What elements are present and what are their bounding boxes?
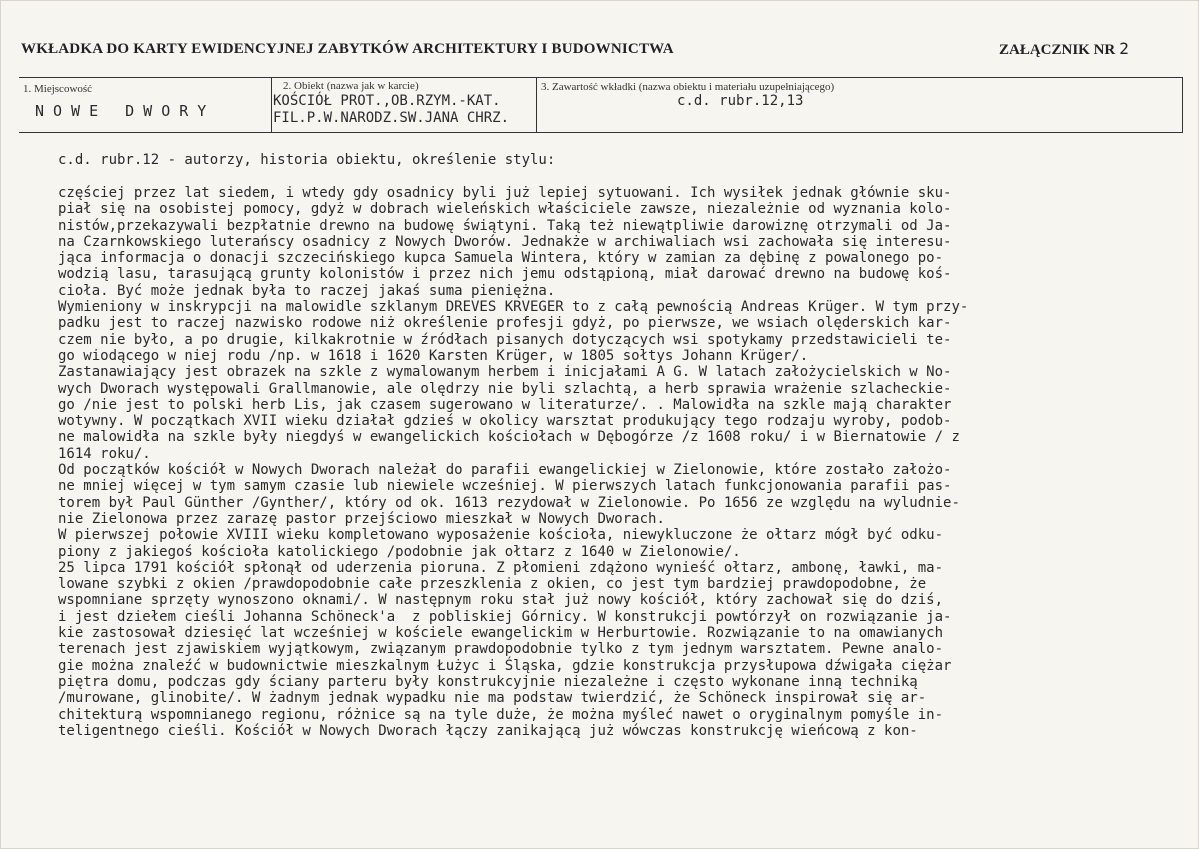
form-title: WKŁADKA DO KARTY EWIDENCYJNEJ ZABYTKÓW ARCHITEKTURY I BUDOWNICTWA [21, 41, 674, 57]
text-line: jąca informacja o donacji szczecińskiego kupca Samuela Wintera, który w zamian za dębinę z powalonego po- [58, 250, 944, 267]
section-title: c.d. rubr.12 - autorzy, historia obiektu, określenie stylu: [58, 152, 556, 168]
text-line: cioła. Być może jednak była to raczej jakaś suma pieniężna. [58, 282, 556, 299]
text-line: ne mniej więcej w tym samym czasie lub niewiele wcześniej. W pierwszych latach funkcjonowania parafii pas- [58, 478, 952, 495]
text-line: wspomniane sprzęty wynoszono oknami/. W następnym roku stał już nowy kościół, który zachował się do dziś, [58, 592, 944, 609]
text-line: wodzią lasu, tarasującą grunty kolonistów i przez nich jemu odstąpioną, miał darować drewno na budowę koś- [58, 266, 952, 283]
text-line: na Czarnkowskiego luterańscy osadnicy z Nowych Dworów. Jednakże w archiwaliach wsi zachowała się interesu- [58, 233, 952, 250]
field-box-top-border [19, 77, 1183, 78]
text-line: kie zastosował dziesięć lat wcześniej w kościele ewangelickim w Herburtowie. Rozwiązanie to na omawianych [58, 625, 944, 642]
text-line: i jest dziełem cieśli Johanna Schöneck'a z pobliskiej Górnicy. W konstrukcji powtórzył on rozwiązanie ja- [58, 608, 952, 625]
text-line: ne malowidła na szkle były niegdyś w ewangelickich kościołach w Dębogórze /z 1608 roku/ i w Biernatowie / z [58, 429, 960, 446]
text-line: wych Dworach występowali Grallmanowie, ale olędrzy nie byli szlachtą, a herb sprawia wrażenie szlacheckie- [58, 380, 952, 397]
text-line: gie można znaleźć w budownictwie mieszkalnym Łużyc i Śląska, gdzie konstrukcja przysłupowa dźwigała ciężar [58, 657, 952, 674]
text-line: częściej przez lat siedem, i wtedy gdy osadnicy byli już lepiej sytuowani. Ich wysiłek jednak głównie sku- [58, 185, 952, 201]
text-line: torem był Paul Günther /Gynther/, który od ok. 1613 rezydował w Zielonowie. Po 1656 ze względu na wyludnie- [58, 494, 960, 511]
text-line: nistów,przekazywali bezpłatnie drewno na budowę świątyni. Taką też niewątpliwie darowiznę otrzymali od Ja- [58, 217, 952, 234]
text-line: padku jest to raczej nazwisko rodowe niż określenie profesji gdyż, po pierwsze, we wsiach olęderskich kar- [58, 315, 952, 332]
text-line: go /nie jest to polski herb Lis, jak czasem sugerowano w literaturze/. . Malowidła na szkle mają charakter [58, 396, 952, 413]
text-line: lowane szybki z okien /prawdopodobnie całe przeszklenia z okien, co jest tym bardziej prawdopodobne, że [58, 576, 927, 593]
text-line: W pierwszej połowie XVIII wieku kompletowano wyposażenie kościoła, niewykluczone że ołtarz mógł być odku- [58, 527, 944, 544]
text-line: wotywny. W początkach XVII wieku działał gdzieś w okolicy warsztat produkujący tego rodzaju wyroby, podob- [58, 413, 952, 430]
field-divider-1 [271, 77, 272, 132]
attachment-number: 2 [1119, 39, 1129, 58]
field-box-right-border [1182, 77, 1183, 132]
field-divider-2 [536, 77, 537, 132]
text-line: chitekturą wspomnianego regionu, różnice są na tyle duże, że można myśleć nawet o oryginalnym pomyśle in- [58, 706, 944, 723]
text-line: terenach jest zjawiskiem wyjątkowym, związanym prawdopodobnie tylko z tym jednym warsztatem. Pewne analo- [58, 641, 944, 658]
text-line: Wymieniony w inskrypcji na malowidle szklanym DREVES KRVEGER to z całą pewnością Andreas Krüger. W tym przy- [58, 299, 969, 316]
typewritten-body [58, 185, 1158, 739]
text-line: 25 lipca 1791 kościół spłonął od uderzenia pioruna. Z płomieni zdążono wynieść ołtarz, ambonę, ławki, ma- [58, 559, 944, 576]
text-line: Od początków kościół w Nowych Dworach należał do parafii ewangelickiej w Zielonowie, które zostało założo- [58, 462, 952, 479]
content-label: 3. Zawartość wkładki (nazwa obiektu i materiału uzupełniającego) [541, 81, 835, 93]
text-line: nie Zielonowa przez zarazę pastor przejściowo mieszkał w Nowych Dworach. [58, 510, 665, 527]
text-line: go wiodącego w niej rodu /np. w 1618 i 1620 Karsten Krüger, w 1805 sołtys Johann Krüger/. [58, 347, 809, 364]
object-value-line1: KOŚCIÓŁ PROT.,OB.RZYM.-KAT. [273, 93, 501, 109]
text-line: piętra domu, podczas gdy ściany parteru były konstrukcyjnie niezależne i często wykonane inną techniką [58, 673, 918, 690]
field-box-bottom-border [19, 132, 1183, 133]
attachment-label: ZAŁĄCZNIK NR [999, 42, 1116, 58]
attachment-number-label [999, 39, 1129, 59]
content-value: c.d. rubr.12,13 [677, 93, 804, 109]
text-line: 1614 roku/. [58, 445, 151, 462]
text-line: czem nie było, a po drugie, kilkakrotnie w źródłach pisanych dotyczących wsi spotykamy przedstawicieli te- [58, 331, 952, 348]
text-line: Zastanawiający jest obrazek na szkle z wymalowanym herbem i inicjałami A G. W latach założycielskich w No- [58, 364, 952, 381]
place-label: 1. Miejscowość [23, 83, 93, 95]
object-value-line2: FIL.P.W.NARODZ.SW.JANA CHRZ. [273, 110, 510, 126]
object-label: 2. Obiekt (nazwa jak w karcie) [283, 80, 419, 92]
place-value: NOWE DWORY [35, 102, 216, 120]
text-line: teligentnego cieśli. Kościół w Nowych Dworach łączy zanikającą już wówczas konstrukcję wieńcową z kon- [58, 722, 918, 739]
text-line: piał się na osobistej pomocy, gdyż w dobrach wieleńskich właściciele zawsze, niezależnie od wyznania kolo- [58, 201, 952, 218]
text-line: /murowane, glinobite/. W żadnym jednak wypadku nie ma podstaw twierdzić, że Schöneck inspirował się ar- [58, 690, 927, 707]
text-line: piony z jakiegoś kościoła katolickiego /podobnie jak ołtarz z 1640 w Zielonowie/. [58, 543, 741, 560]
